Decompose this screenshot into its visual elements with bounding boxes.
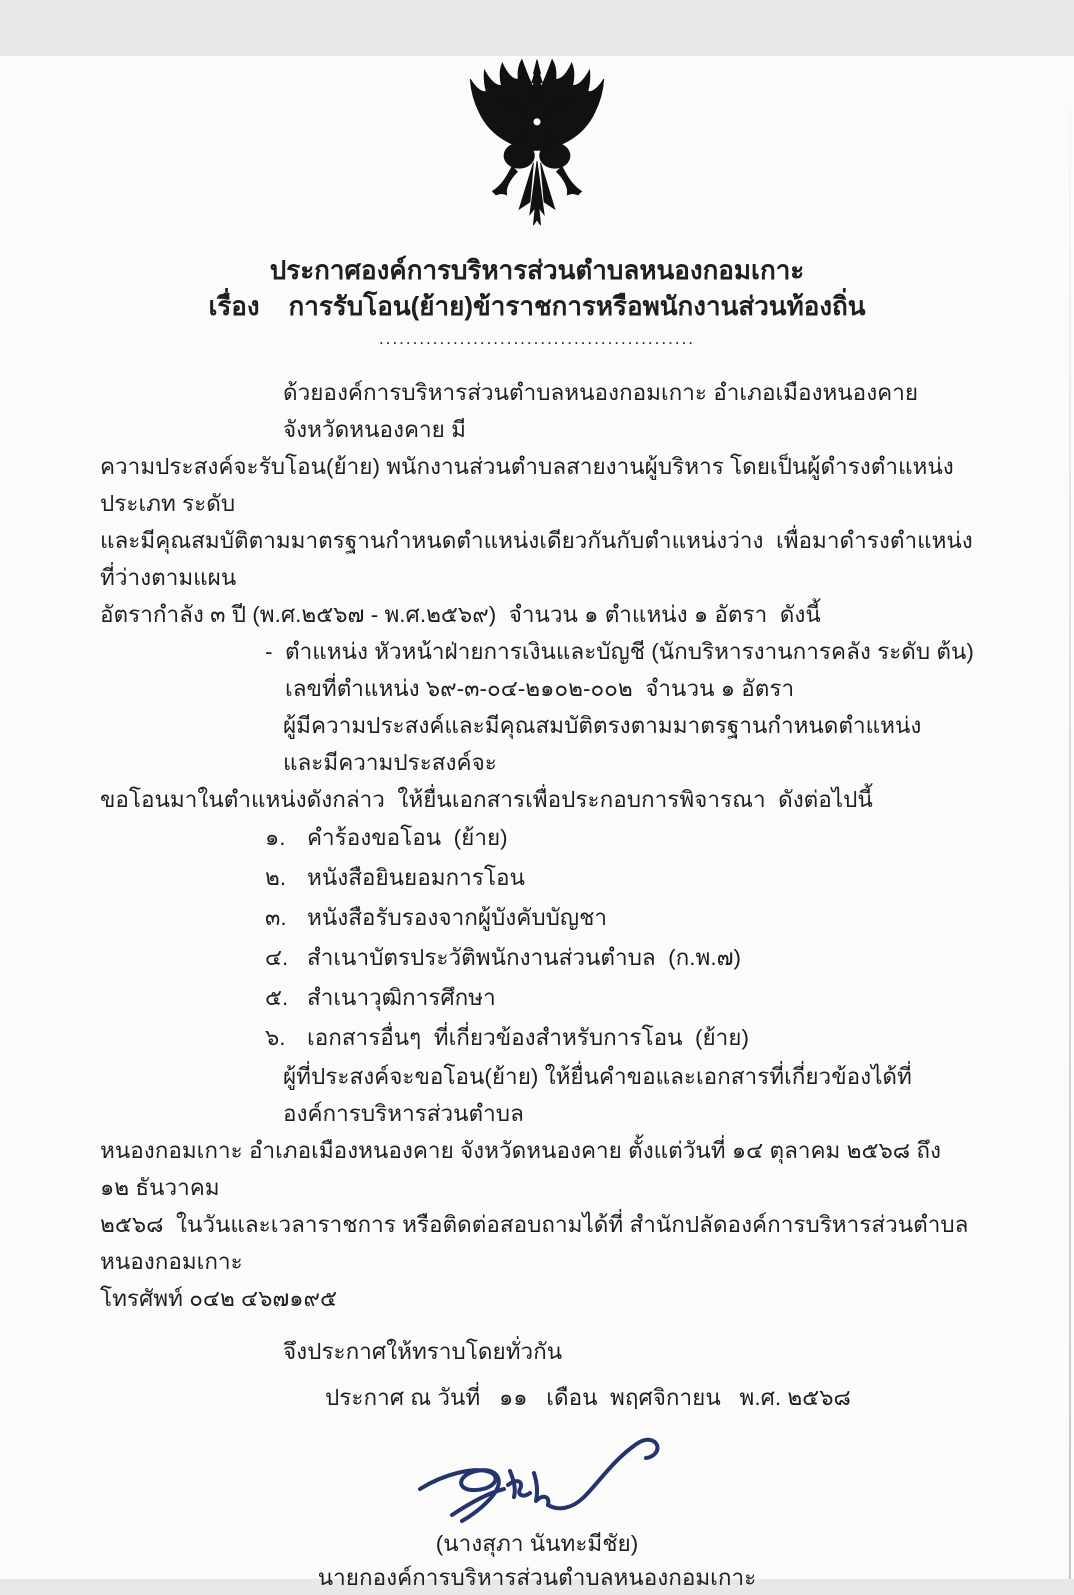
list-item-text: เอกสารอื่นๆ ที่เกี่ยวข้องสำหรับการโอน (ย้าย) [307,1025,749,1050]
list-item-text: คำร้องขอโอน (ย้าย) [307,825,508,850]
list-item [100,1018,974,1058]
documents-list [100,818,974,1058]
list-item [100,978,974,1018]
list-item-number: ๔. [265,945,289,970]
doc-body [100,374,974,1595]
list-item-text: หนังสือรับรองจากผู้บังคับบัญชา [307,905,607,930]
doc-title: ประกาศองค์การบริหารส่วนตำบลหนองกอมเกาะ [269,255,805,285]
list-item-text: สำเนาบัตรประวัติพนักงานส่วนตำบล (ก.พ.๗) [307,945,742,970]
signer-name: (นางสุภา นันทะมีชัย) [435,1531,639,1556]
signer-position: นายกองค์การบริหารส่วนตำบลหนองกอมเกาะ [317,1565,757,1590]
list-item-number: ๓. [265,905,287,930]
paragraph2-line: ขอโอนมาในตำแหน่งดังกล่าว ให้ยื่นเอกสารเพื่อประกอบการพิจารณา ดังต่อไปนี้ [100,787,873,812]
position-line: - ตำแหน่ง หัวหน้าฝ่ายการเงินและบัญชี (นักบริหารงานการคลัง ระดับ ต้น) [265,639,974,664]
paragraph3-line: ผู้ที่ประสงค์จะขอโอน(ย้าย) ให้ยื่นคำขอและเอกสารที่เกี่ยวข้องได้ที่องค์การบริหารส่วนตำบล [283,1064,912,1126]
paragraph1-line: ความประสงค์จะรับโอน(ย้าย) พนักงานส่วนตำบลสายงานผู้บริหาร โดยเป็นผู้ดำรงตำแหน่งประเภท ระดับ [100,454,954,516]
paragraph3-line: โทรศัพท์ ๐๔๒ ๔๖๗๑๙๕ [100,1286,338,1311]
paragraph1-line: ด้วยองค์การบริหารส่วนตำบลหนองกอมเกาะ อำเภอเมืองหนองคาย จังหวัดหนองคาย มี [283,380,925,442]
list-item-text: สำเนาวุฒิการศึกษา [307,985,496,1010]
list-item [100,938,974,978]
list-item-number: ๑. [265,825,286,850]
list-item [100,818,974,858]
paragraph2-line: ผู้มีความประสงค์และมีคุณสมบัติตรงตามมาตรฐานกำหนดตำแหน่ง และมีความประสงค์จะ [283,713,934,775]
handwritten-signature [402,1431,672,1527]
closing-statement: จึงประกาศให้ทราบโดยทั่วกัน [283,1339,563,1364]
garuda-emblem [448,56,626,234]
list-item-number: ๕. [265,985,289,1010]
position-number-line: เลขที่ตำแหน่ง ๖๙-๓-๐๔-๒๑๐๒-๐๐๒ จำนวน ๑ อัตรา [285,676,795,701]
paragraph1-line: อัตรากำลัง ๓ ปี (พ.ศ.๒๕๖๗ - พ.ศ.๒๕๖๙) จำนวน ๑ ตำแหน่ง ๑ อัตรา ดังนี้ [100,602,821,627]
doc-subject: เรื่อง การรับโอน(ย้าย)ข้าราชการหรือพนักงานส่วนท้องถิ่น [208,291,866,321]
paragraph3-line: ๒๕๖๘ ในวันและเวลาราชการ หรือติดต่อสอบถามได้ที่ สำนักปลัดองค์การบริหารส่วนตำบลหนองกอมเกาะ [100,1212,969,1274]
signature-block [100,1431,974,1595]
list-item-number: ๖. [265,1025,286,1050]
list-item-number: ๒. [265,865,287,890]
list-item [100,898,974,938]
list-item [100,858,974,898]
announcement-date-line: ประกาศ ณ วันที่ ๑๑ เดือน พฤศจิกายน พ.ศ. ๒๕๖๘ [325,1385,851,1410]
document-page [0,56,1074,1590]
divider-dots: ............................................... [379,329,695,348]
paragraph1-line: และมีคุณสมบัติตามมาตรฐานกำหนดตำแหน่งเดียวกันกับตำแหน่งว่าง เพื่อมาดำรงตำแหน่งที่ว่างตามแผน [100,528,973,590]
list-item-text: หนังสือยินยอมการโอน [307,865,525,890]
paragraph3-line: หนองกอมเกาะ อำเภอเมืองหนองคาย จังหวัดหนองคาย ตั้งแต่วันที่ ๑๔ ตุลาคม ๒๕๖๘ ถึง ๑๒ ธันวาคม [100,1138,948,1200]
